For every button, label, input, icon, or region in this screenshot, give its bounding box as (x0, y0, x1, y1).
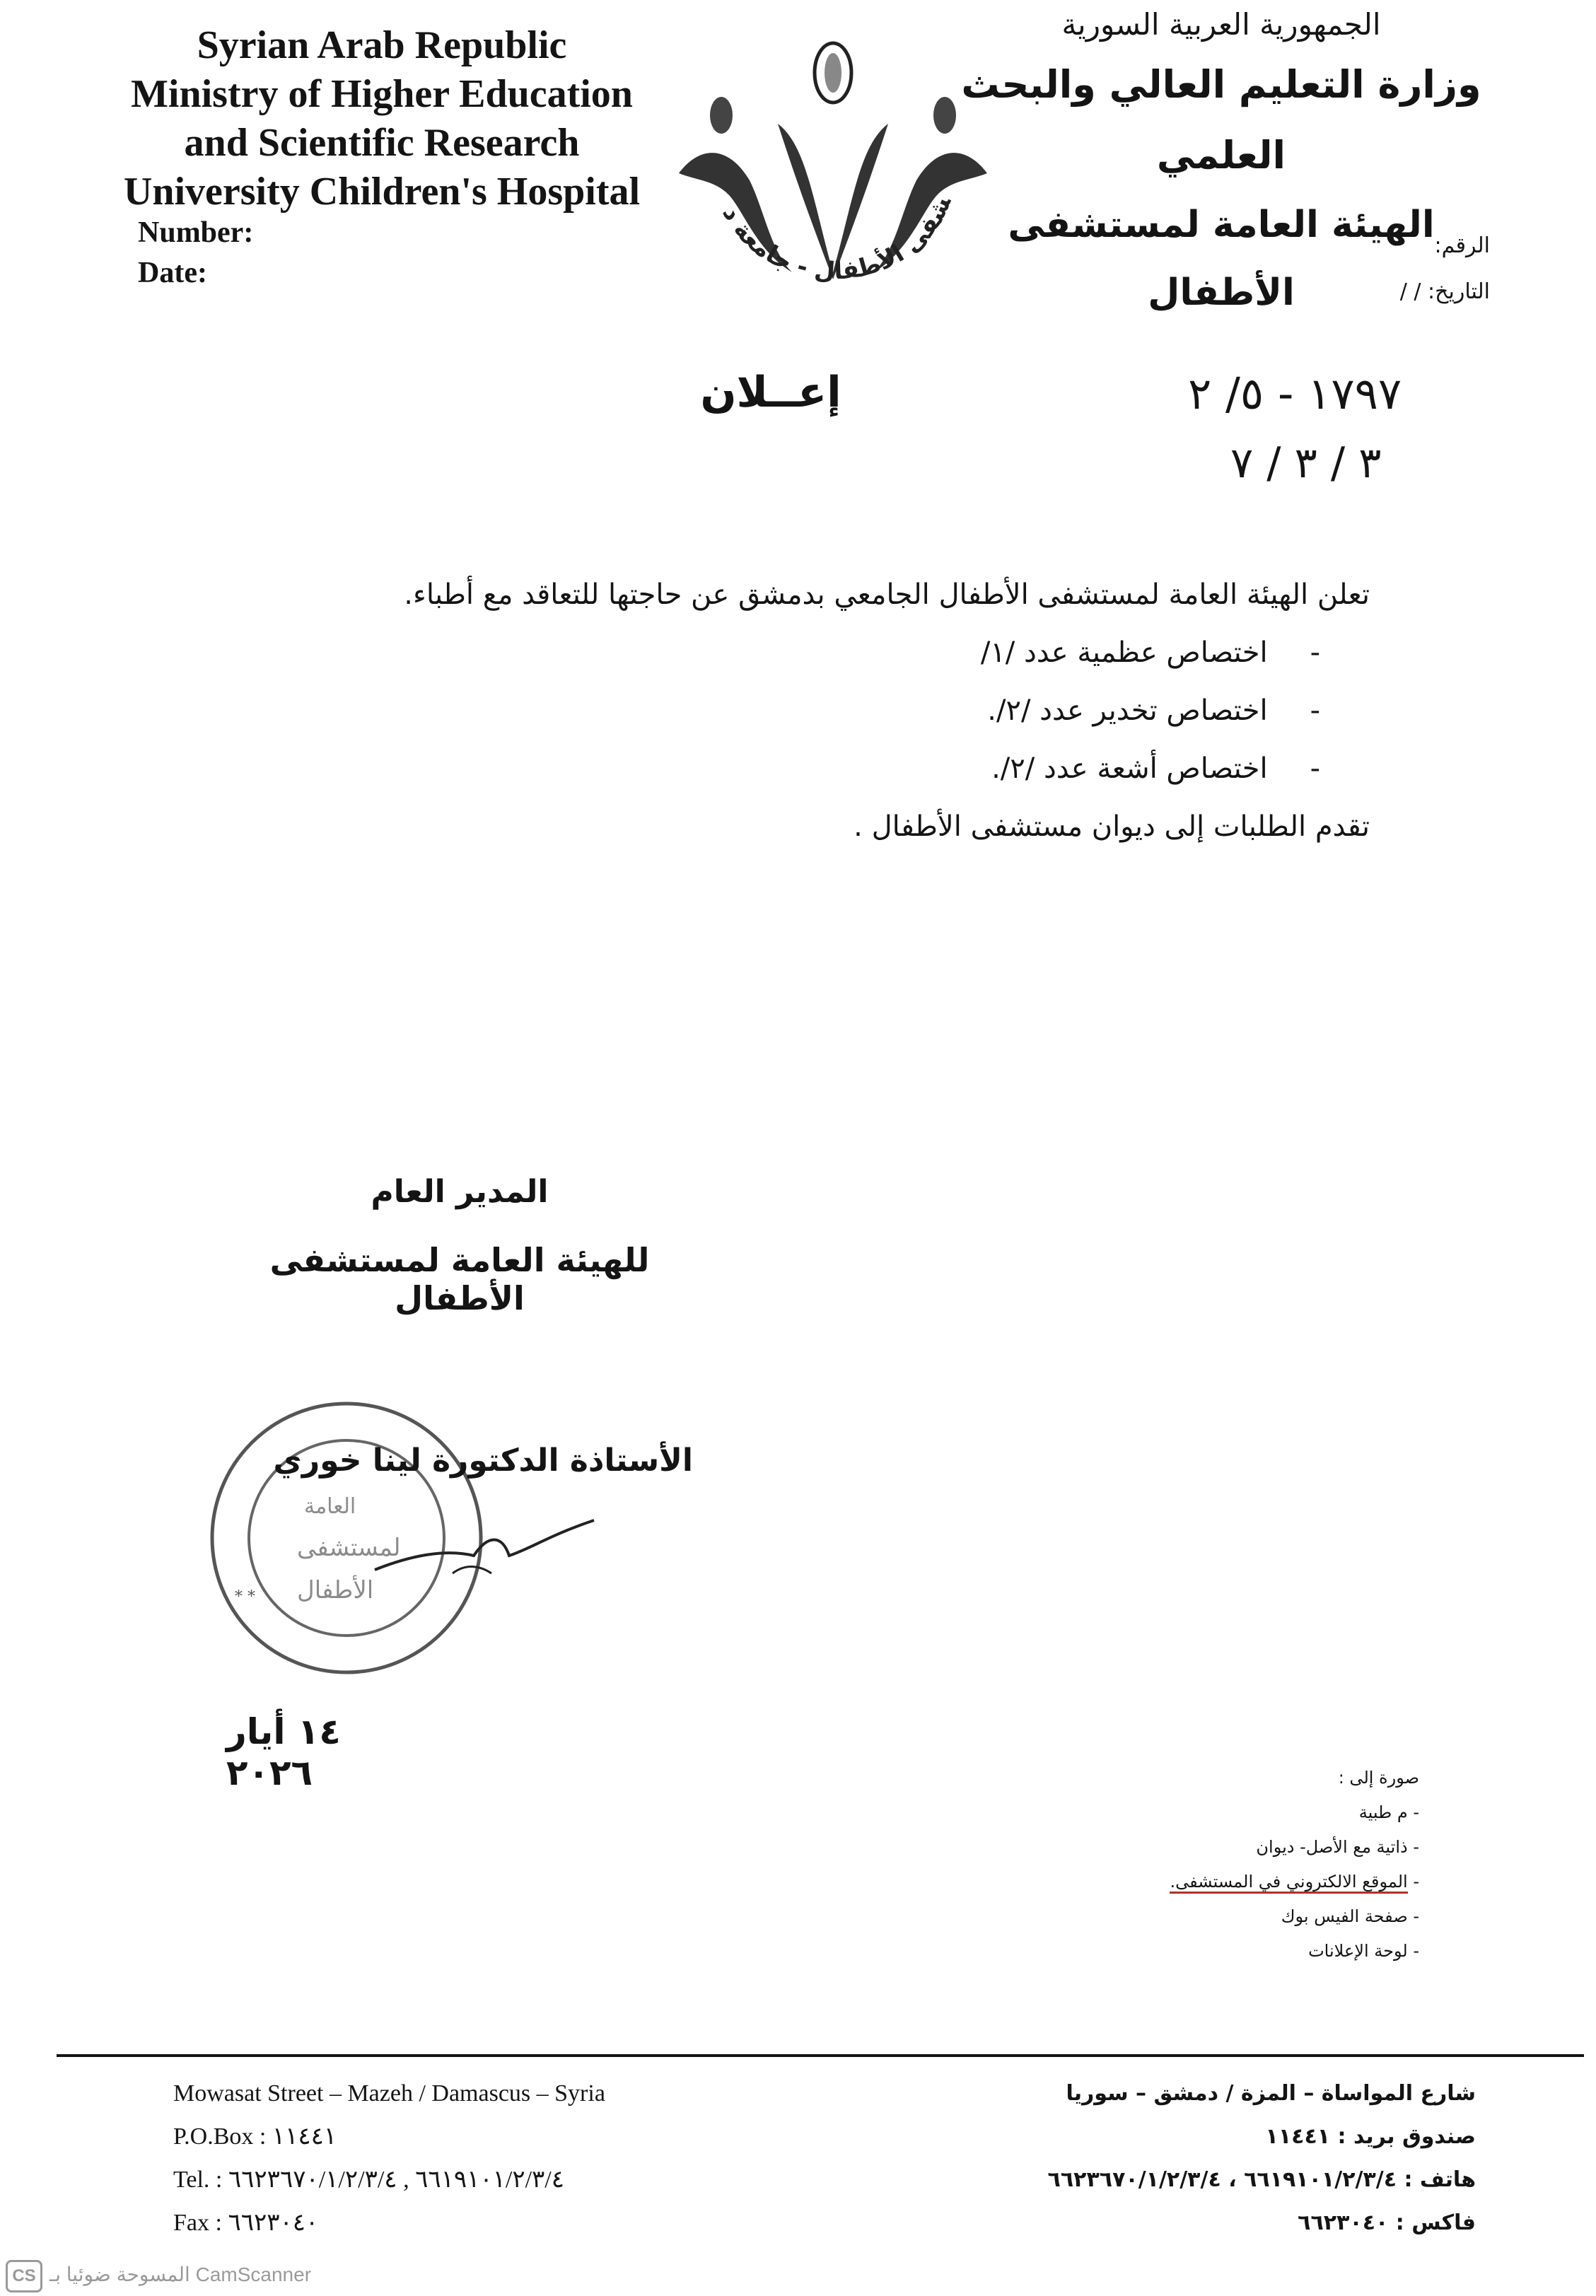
footer-tel-en: Tel. : ٦٦١٩١٠١/٢/٣/٤ , ٦٦٢٣٦٧٠/١/٢/٣/٤ (173, 2167, 565, 2193)
svg-text:* *: * * (235, 1588, 255, 1606)
camscanner-icon: CS (6, 2260, 42, 2292)
signatory-title: المدير العام (371, 1174, 549, 1210)
list-item: - ذاتية مع الأصل- ديوان (1256, 1837, 1419, 1857)
reference-number: ١٧٩٧ - ٥/ ٢ (1188, 368, 1402, 419)
header-ministry-en-2: and Scientific Research (184, 121, 580, 165)
footer-english (173, 2072, 810, 2244)
signatory-name: الأستاذة الدكتورة لينا خوري (273, 1443, 693, 1479)
signature-date: ١٤ أيار ٢٠٢٦ (226, 1711, 341, 1793)
list-item: - م طبية (1358, 1802, 1419, 1822)
list-item: - لوحة الإعلانات (1308, 1941, 1419, 1961)
footer-divider (57, 2054, 1584, 2057)
signatory-organization: للهيئة العامة لمستشفى الأطفال (269, 1241, 650, 1317)
header-country-ar: الجمهورية العربية السورية (1061, 7, 1381, 42)
watermark-text: المسوحة ضوئيا بـ CamScanner (49, 2263, 312, 2285)
copies-heading: صورة إلى : (1338, 1768, 1419, 1788)
date-label-en: Date: (138, 257, 207, 289)
header-hospital-ar: الهيئة العامة لمستشفى الأطفال (1008, 204, 1435, 314)
hospital-logo (672, 39, 997, 322)
header-hospital-en: University Children's Hospital (123, 170, 641, 214)
date-label-ar: التاريخ: / / (1399, 279, 1490, 304)
header-ministry-ar: وزارة التعليم العالي والبحث العلمي (961, 62, 1481, 177)
announcement-closing: تقدم الطلبات إلى ديوان مستشفى الأطفال . (854, 810, 1370, 843)
footer-pobox-ar: صندوق بريد : ١١٤٤١ (1265, 2124, 1476, 2149)
header-english (113, 21, 651, 216)
svg-text:العامة: العامة (304, 1494, 356, 1519)
header-country-en: Syrian Arab Republic (197, 23, 567, 67)
list-item: -اختصاص تخدير عدد /٢/. (987, 694, 1320, 727)
camscanner-watermark (0, 2257, 368, 2292)
header-ministry-en: Ministry of Higher Education (131, 72, 633, 116)
number-label-ar: الرقم: (1434, 233, 1490, 258)
reference-date: ٣ / ٣ / ٧ (1230, 438, 1382, 488)
copies-list (1136, 1761, 1419, 1969)
logo-ring-text: شفى الأطفال - جامعة د (716, 192, 957, 286)
svg-text:الأطفال: الأطفال (297, 1576, 374, 1604)
footer-fax-en: Fax : ٦٦٢٣٠٤٠ (173, 2210, 319, 2236)
footer-address-ar: شارع المواساة – المزة / دمشق – سوريا (1066, 2081, 1476, 2106)
announcement-body (380, 566, 1370, 856)
announcement-title: إعــلان (700, 368, 841, 417)
list-item: - الموقع الالكتروني في المستشفى. (1136, 1865, 1419, 1899)
svg-text:لمستشفى: لمستشفى (297, 1534, 401, 1562)
list-item: -اختصاص عظمية عدد /١/ (980, 636, 1320, 669)
list-item: -اختصاص أشعة عدد /٢/. (991, 752, 1320, 785)
handwritten-signature (368, 1506, 601, 1584)
footer-arabic (839, 2072, 1476, 2244)
footer-address-en: Mowasat Street – Mazeh / Damascus – Syria (173, 2080, 605, 2106)
footer-fax-ar: فاكس : ٦٦٢٣٠٤٠ (1298, 2210, 1476, 2235)
footer-tel-ar: هاتف : ٦٦١٩١٠١/٢/٣/٤ ، ٦٦٢٣٦٧٠/١/٢/٣/٤ (1047, 2167, 1476, 2192)
header-arabic (953, 0, 1490, 327)
number-label-en: Number: (138, 216, 254, 249)
announcement-intro: تعلن الهيئة العامة لمستشفى الأطفال الجامعي بدمشق عن حاجتها للتعاقد مع أطباء. (404, 578, 1370, 611)
footer-pobox-en: P.O.Box : ١١٤٤١ (173, 2123, 337, 2150)
list-item: - صفحة الفيس بوك (1281, 1906, 1419, 1926)
